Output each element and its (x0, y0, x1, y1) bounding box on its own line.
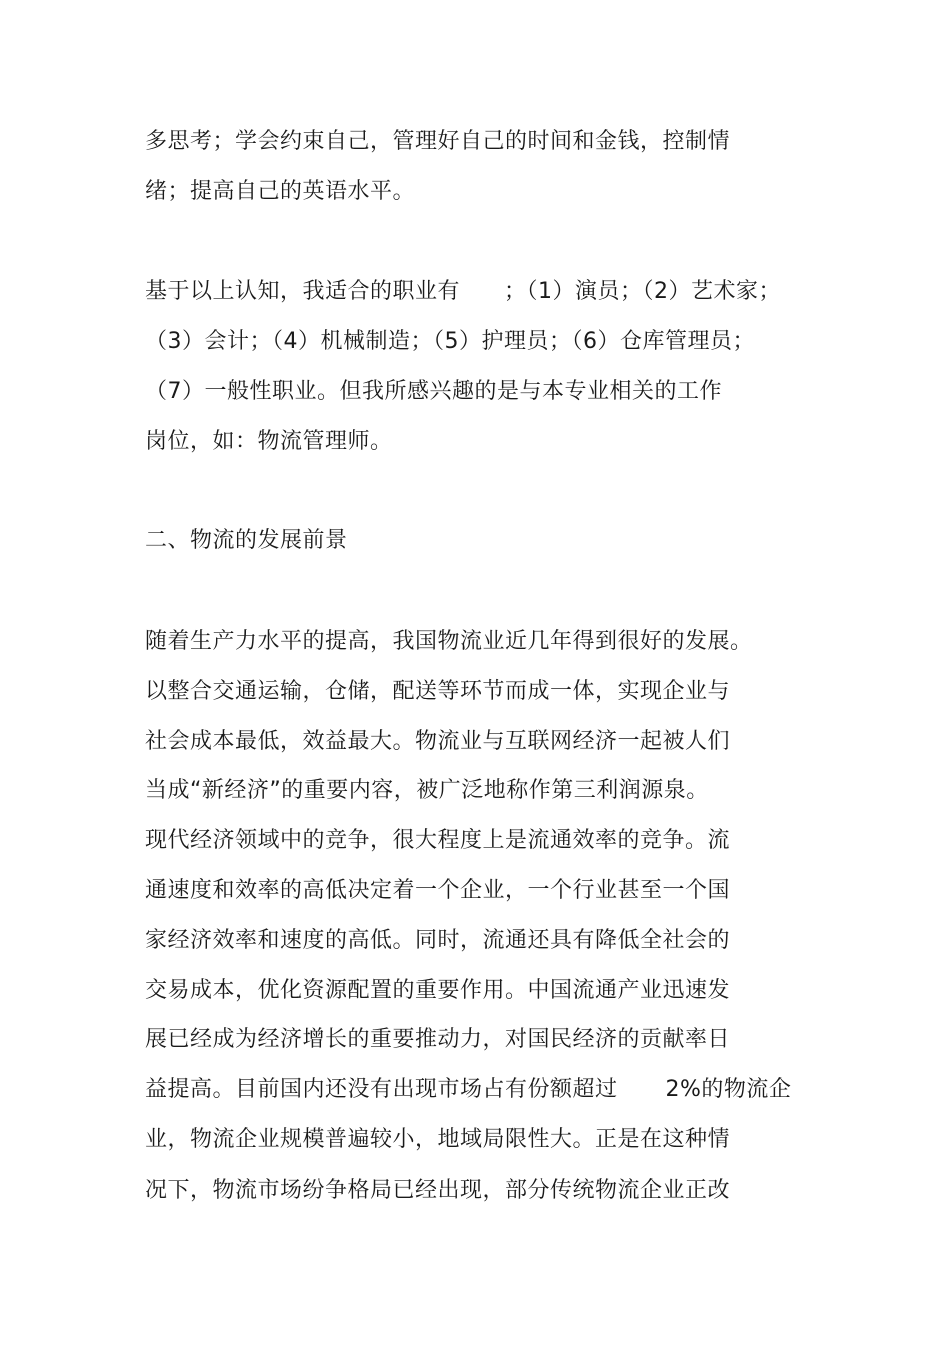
text-segment: ；（1）演员；（2）艺术家； (504, 279, 782, 304)
text-line: 随着生产力水平的提高，我国物流业近几年得到很好的发展。 (145, 629, 753, 654)
text-line: 以整合交通运输，仓储，配送等环节而成一体，实现企业与 (145, 679, 731, 704)
text-line: （3）会计；（4）机械制造；（5）护理员；（6）仓库管理员； (145, 329, 755, 354)
text-line: 交易成本，优化资源配置的重要作用。中国流通产业迅速发 (145, 978, 731, 1003)
section-heading: 二、物流的发展前景 (145, 528, 348, 553)
text-line: （7）一般性职业。但我所感兴趣的是与本专业相关的工作 (145, 379, 722, 404)
text-line (145, 277, 781, 307)
text-segment: 基于以上认知，我适合的职业有 (145, 279, 461, 304)
text-line: 社会成本最低，效益最大。物流业与互联网经济一起被人们 (145, 729, 731, 754)
text-line: 通速度和效率的高低决定着一个企业，一个行业甚至一个国 (145, 878, 731, 903)
text-segment: 2%的物流企 (665, 1077, 792, 1102)
text-line (145, 1075, 791, 1105)
text-line: 业，物流企业规模普遍较小，地域局限性大。正是在这种情 (145, 1127, 731, 1152)
text-line: 展已经成为经济增长的重要推动力，对国民经济的贡献率日 (145, 1027, 731, 1052)
text-segment: 益提高。目前国内还没有出现市场占有份额超过 (145, 1077, 618, 1102)
text-line: 岗位，如：物流管理师。 (145, 429, 393, 454)
text-line: 当成“新经济”的重要内容，被广泛地称作第三利润源泉。 (145, 778, 709, 803)
text-line: 家经济效率和速度的高低。同时，流通还具有降低全社会的 (145, 928, 731, 953)
text-line: 绪；提高自己的英语水平。 (145, 179, 416, 204)
text-line: 多思考；学会约束自己，管理好自己的时间和金钱，控制情 (145, 129, 731, 154)
text-line: 况下，物流市场纷争格局已经出现，部分传统物流企业正改 (145, 1178, 731, 1203)
text-line: 现代经济领域中的竞争，很大程度上是流通效率的竞争。流 (145, 828, 731, 853)
